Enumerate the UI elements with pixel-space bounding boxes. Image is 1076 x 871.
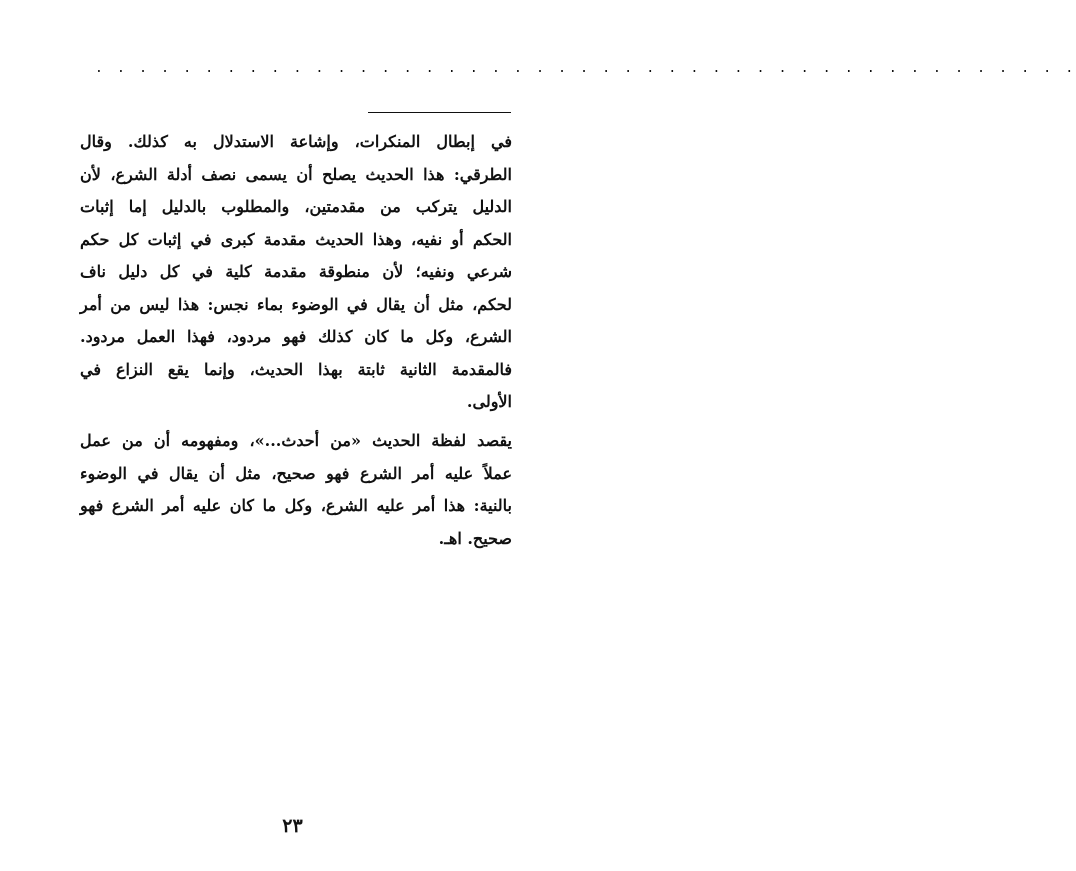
text-line: عملاً عليه أمر الشرع فهو صحيح، مثل أن يقال في الوضوء [80, 463, 512, 483]
footnote-separator-line [368, 112, 511, 113]
text-line: بالنية: هذا أمر عليه الشرع، وكل ما كان عليه أمر الشرع فهو [80, 496, 512, 515]
text-line: فالمقدمة الثانية ثابتة بهذا الحديث، وإنما يقع النزاع في [80, 359, 512, 379]
text-line: شرعي ونفيه؛ لأن منطوقة مقدمة كلية في كل دليل ناف [80, 262, 512, 281]
text-line: في إبطال المنكرات، وإشاعة الاستدلال به كذلك. وقال [80, 132, 512, 151]
text-line: الطرقي: هذا الحديث يصلح أن يسمى نصف أدلة الشرع، لأن [80, 164, 512, 184]
dotted-separator: . . . . . . . . . . . . . . . . . . . . . . . . . . . . . . . . . . . . . . . . . . . . . [95, 61, 1076, 76]
text-line: الشرع، وكل ما كان كذلك فهو مردود، فهذا العمل مردود. [80, 327, 512, 346]
text-line: لحكم، مثل أن يقال في الوضوء بماء نجس: هذا ليس من أمر [80, 294, 512, 314]
body-paragraph-2 [80, 425, 512, 555]
page-number: ٢٣ [282, 815, 303, 837]
text-line: الحكم أو نفيه، وهذا الحديث مقدمة كبرى في إثبات كل حكم [80, 229, 512, 249]
text-line: يقصد لفظة الحديث «من أحدث...»، ومفهومه أن من عمل [80, 431, 512, 450]
text-line: صحيح. اهـ. [438, 528, 512, 548]
body-paragraph-1 [80, 126, 512, 419]
text-line: الدليل يتركب من مقدمتين، والمطلوب بالدليل إما إثبات [80, 197, 512, 216]
text-line: الأولى. [466, 392, 512, 411]
